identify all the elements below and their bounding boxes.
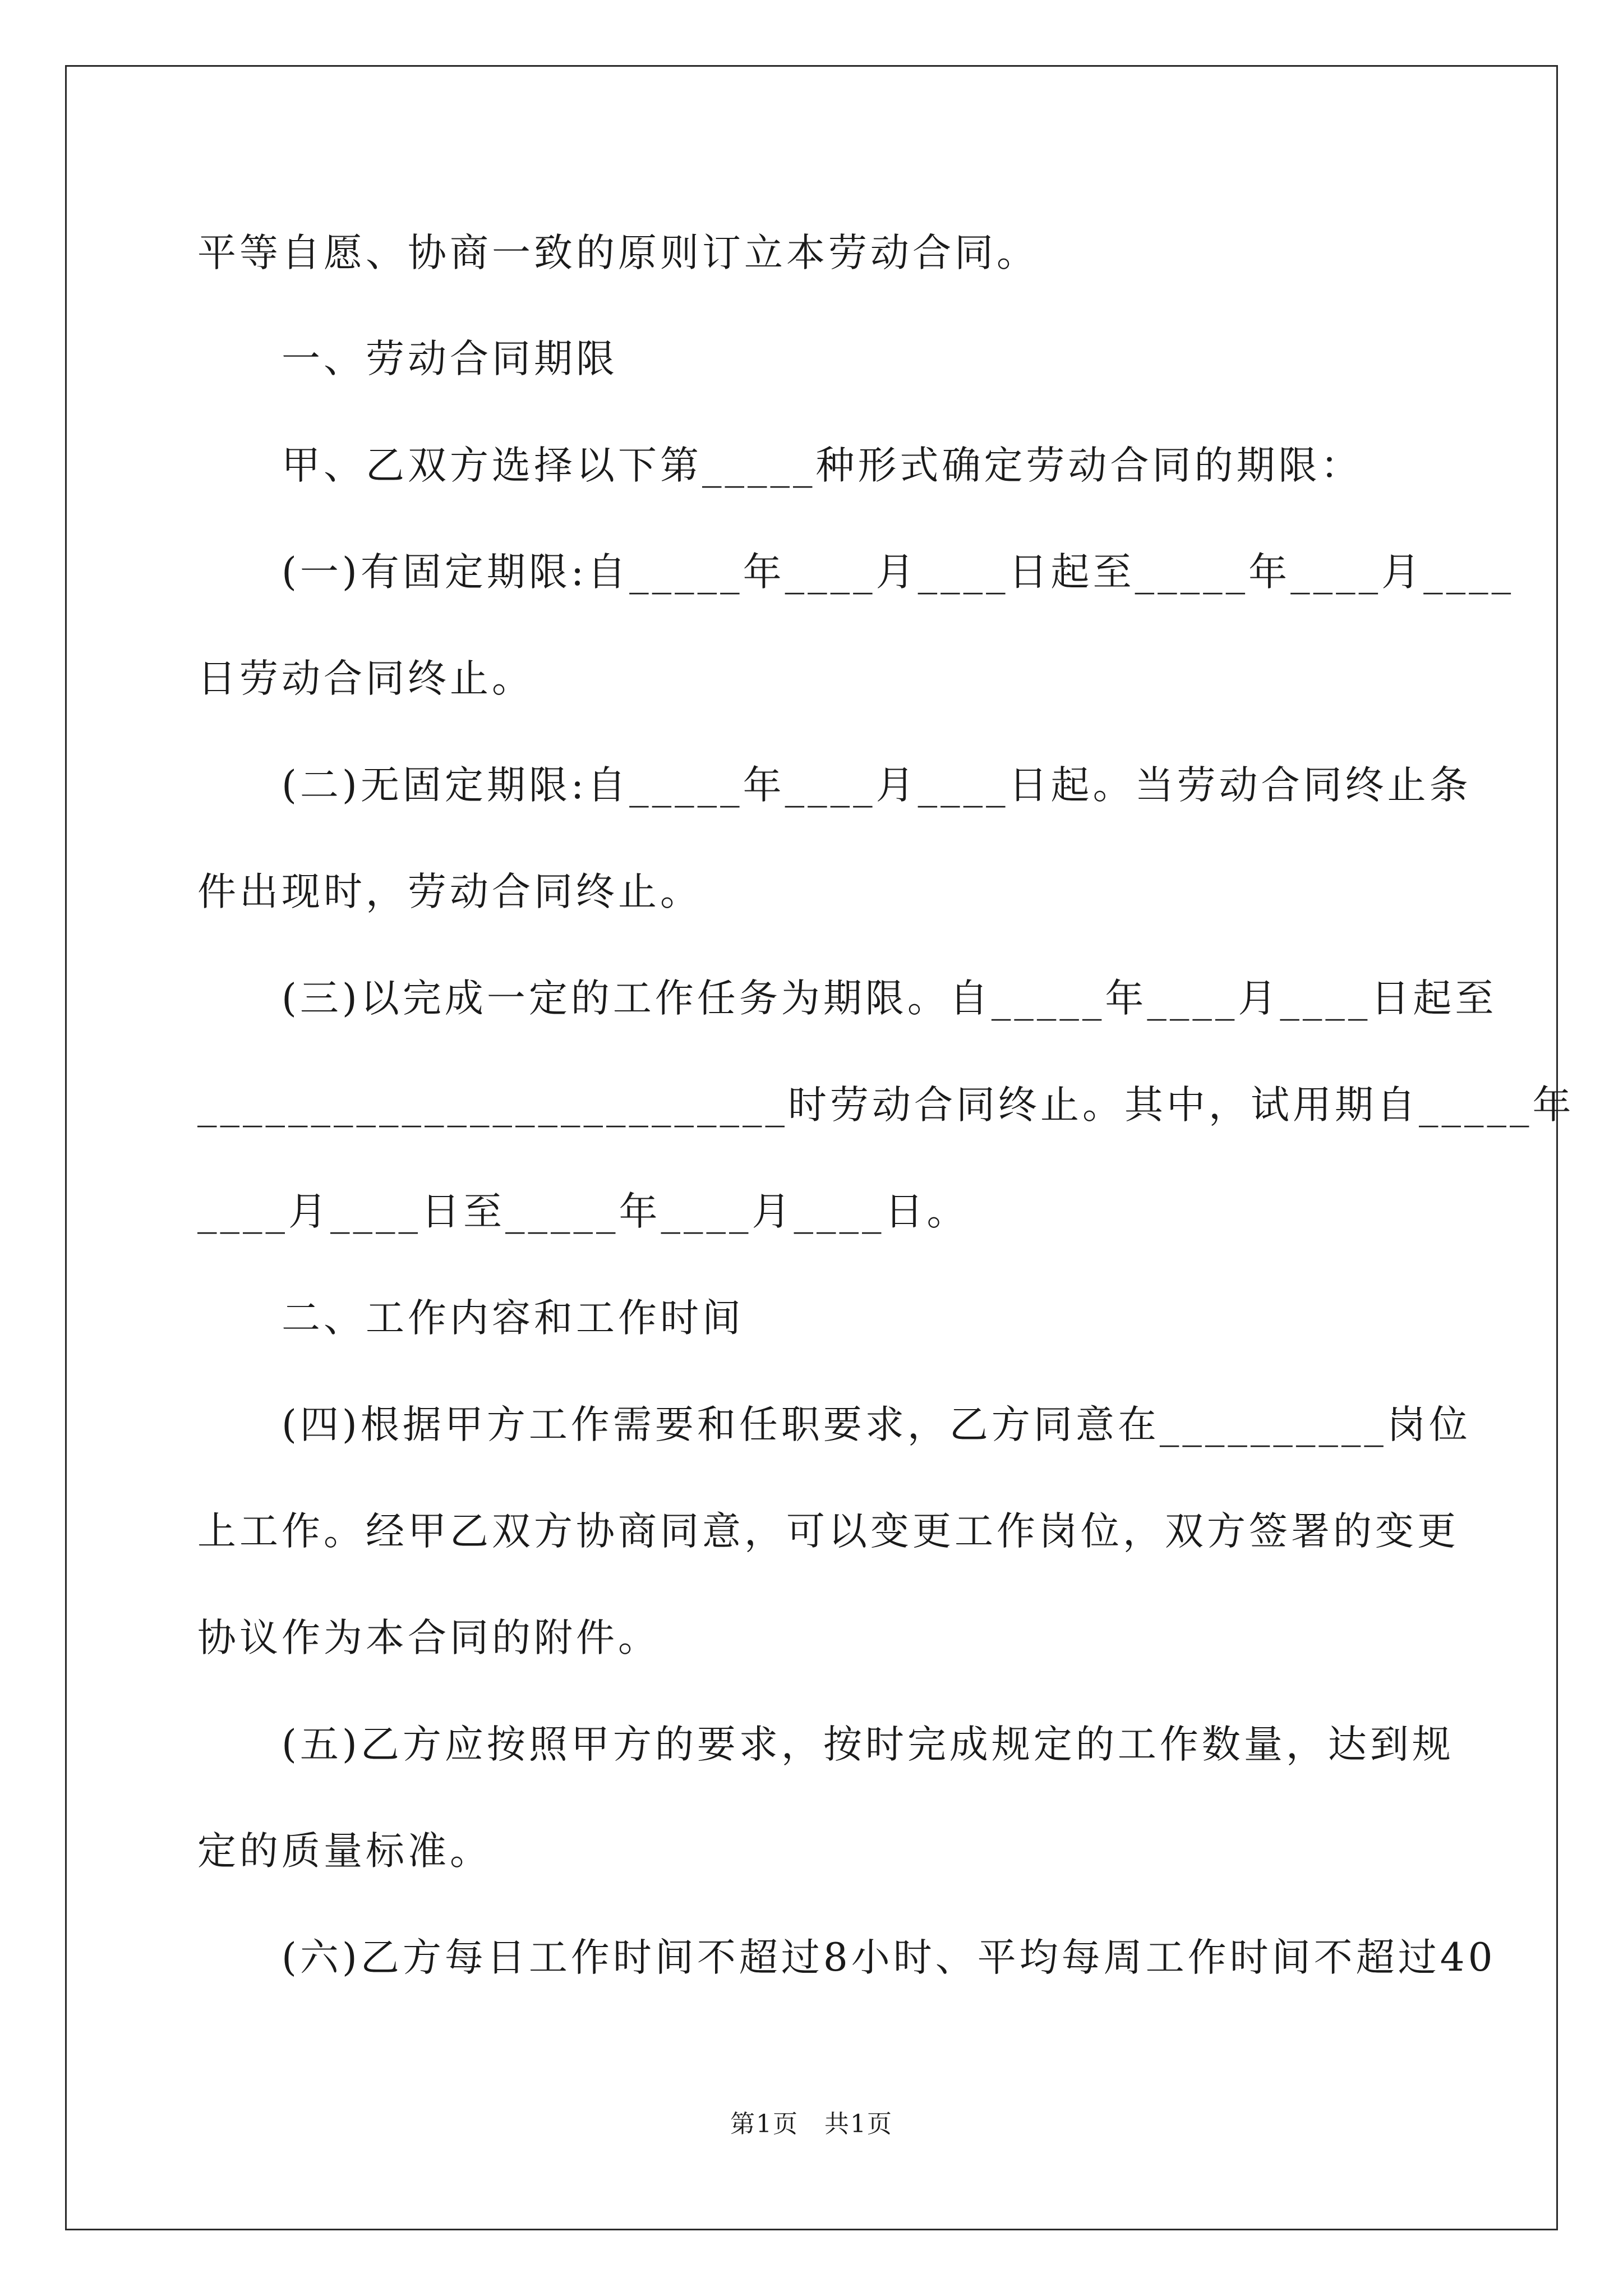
clause-1-line-1: (一)有固定期限:自_____年____月____日起至_____年____月____ [282, 550, 1515, 595]
page-footer: 第1页 共1页 [730, 2110, 893, 2138]
clause-3-line-2: __________________________时劳动合同终止。其中，试用期自_____年 [197, 1083, 1575, 1128]
clause-5-line-2: 定的质量标准。 [197, 1829, 492, 1874]
clause-3-line-1: (三)以完成一定的工作任务为期限。自_____年____月____日起至 [282, 976, 1497, 1021]
clause-2-line-1: (二)无固定期限:自_____年____月____日起。当劳动合同终止条 [282, 763, 1472, 808]
clause-1-line-2: 日劳动合同终止。 [197, 656, 534, 701]
text-line-1: 平等自愿、协商一致的原则订立本劳动合同。 [197, 231, 1039, 275]
clause-4-line-3: 协议作为本合同的附件。 [197, 1616, 660, 1660]
clause-6-line-1: (六)乙方每日工作时间不超过8小时、平均每周工作时间不超过40 [282, 1935, 1496, 1980]
clause-5-line-1: (五)乙方应按照甲方的要求，按时完成规定的工作数量，达到规 [282, 1722, 1454, 1767]
clause-4-line-1: (四)根据甲方工作需要和任职要求，乙方同意在__________岗位 [282, 1402, 1471, 1447]
section-heading-contract-term: 一、劳动合同期限 [282, 337, 618, 381]
section-heading-work-content: 二、工作内容和工作时间 [282, 1296, 744, 1341]
clause-4-line-2: 上工作。经甲乙双方协商同意，可以变更工作岗位，双方签署的变更 [197, 1509, 1459, 1554]
clause-3-line-3: ____月____日至_____年____月____日。 [197, 1189, 969, 1234]
text-line-3: 甲、乙双方选择以下第_____种形式确定劳动合同的期限： [282, 443, 1363, 488]
page-border [65, 65, 1575, 2230]
clause-2-line-2: 件出现时，劳动合同终止。 [197, 869, 702, 914]
